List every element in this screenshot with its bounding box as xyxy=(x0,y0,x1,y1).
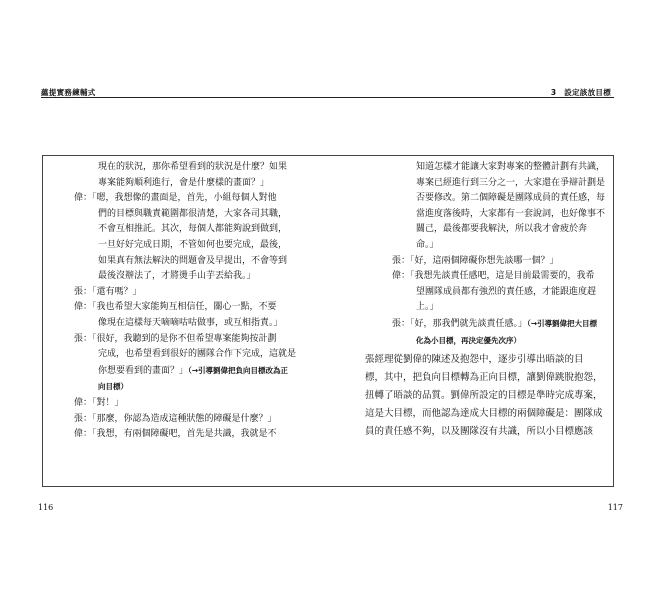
dialogue-line xyxy=(74,269,289,285)
dialogue-line xyxy=(74,285,289,301)
dialogue-text: 完成，也希望看到很好的團隊合作下完成，這就是 xyxy=(98,349,297,360)
dialogue-text: 偉：「我想，有兩個障礙吧，首先是共識，我就是不 xyxy=(74,429,277,440)
dialogue-line xyxy=(74,222,289,238)
dialogue-line xyxy=(74,254,289,270)
dialogue-line xyxy=(392,254,592,270)
dialogue-text: 像現在這樣每天嘀嘀咕咕做事，或互相指責。」 xyxy=(98,317,283,328)
dialogue-text: 偉：「嗯，我想像的畫面是，首先，小組每個人對他 xyxy=(74,193,277,204)
narrative-line: 員的責任感不夠，以及團隊沒有共識，所以小目標應該 xyxy=(365,426,594,437)
running-header-left: 蘊提實務練輔式 xyxy=(41,88,96,97)
dialogue-text: 偉：「對！」 xyxy=(74,397,124,408)
dialogue-text: 上。」 xyxy=(416,302,439,313)
dialogue-text: 命。」 xyxy=(416,239,439,250)
dialogue-text: 張：「好，這兩個障礙你想先談哪一個？」 xyxy=(392,255,559,266)
running-header-right: 3 設定該放目標 xyxy=(550,88,611,97)
dialogue-line xyxy=(74,316,289,332)
dialogue-text: 偉：「我想先談責任感吧，這是目前最需要的，我希 xyxy=(392,271,595,282)
dialogue-line xyxy=(74,332,289,348)
dialogue-line xyxy=(392,316,598,333)
coaching-annotation: （→引導劉偉把負向目標改為正 xyxy=(188,365,289,375)
dialogue-text: 否要修改。第二個障礙是團隊成員的責任感，每 xyxy=(416,193,606,204)
dialogue-line xyxy=(392,300,592,316)
narrative-line: 張經理從劉偉的陳述及抱怨中，逐步引導出晤談的目 xyxy=(365,354,584,365)
dialogue-text: 張：「那麼，你認為造成這種狀態的障礙是什麼？」 xyxy=(74,413,277,424)
coaching-annotation: 向目標） xyxy=(98,382,128,392)
dialogue-text: 如果真有無法解決的問題會及早提出，不會等到 xyxy=(98,255,288,266)
dialogue-text: 專案已經進行到三分之一，大家還在爭辯計劃是 xyxy=(416,177,606,188)
dialogue-line xyxy=(392,207,606,223)
dialogue-line xyxy=(392,333,592,350)
page-number-right: 117 xyxy=(607,503,623,512)
dialogue-line xyxy=(74,191,289,207)
page-number-left: 116 xyxy=(38,503,54,512)
dialogue-line xyxy=(74,238,289,254)
dialogue-text: 一旦好好完成日期，不管如何也要完成，最後， xyxy=(98,239,288,250)
dialogue-text: 望團隊成員都有強烈的責任感，才能跟進度趕 xyxy=(416,286,597,297)
coaching-annotation: （→引導劉偉把大目標 xyxy=(527,318,598,328)
dialogue-line xyxy=(74,379,289,396)
dialogue-text: 們的目標與職責範圍都很清楚，大家各司其職， xyxy=(98,208,288,219)
dialogue-text: 張：「很好，我聽到的是你不但希望專案能夠按計劃 xyxy=(74,333,277,344)
dialogue-line xyxy=(392,222,592,238)
dialogue-line xyxy=(74,412,289,428)
narrative-line: 扭轉了晤談的品質。劉偉所設定的目標是準時完成專案， xyxy=(365,390,603,401)
narrative-line: 標，其中，把負向目標轉為正向目標，讓劉偉跳脫抱怨， xyxy=(365,372,603,383)
dialogue-text: 你想要看到的畫面？」 xyxy=(98,365,189,376)
dialogue-text: 不會互相推託。其次，每個人都能夠說到做到， xyxy=(98,224,288,235)
dialogue-line xyxy=(74,396,289,412)
dialogue-line xyxy=(74,207,289,223)
dialogue-line xyxy=(74,347,297,363)
dialogue-line xyxy=(74,176,289,192)
coaching-annotation: 化為小目標，再決定優先次序） xyxy=(416,335,521,345)
dialogue-text: 最後沒辦法了，才將燙手山芋丟給我。」 xyxy=(98,271,256,282)
dialogue-line xyxy=(392,238,592,254)
dialogue-line xyxy=(74,300,289,316)
dialogue-line xyxy=(392,285,597,301)
dialogue-line xyxy=(74,363,289,380)
narrative-line: 這是大目標，而他認為達成大目標的兩個障礙是：團隊成 xyxy=(365,408,603,419)
dialogue-text: 關己，最後都要我解決，所以我才會疲於奔 xyxy=(416,224,588,235)
dialogue-text: 張：「好，那我們就先談責任感。」 xyxy=(392,318,528,329)
dialogue-text: 偉：「我也希望大家能夠互相信任，關心一點，不要 xyxy=(74,302,277,313)
dialogue-text: 張：「還有嗎？」 xyxy=(74,286,142,297)
right-dialogue-column xyxy=(392,160,606,349)
narrative-paragraph xyxy=(365,351,610,441)
dialogue-text: 現在的狀況，那你希望看到的狀況是什麼？如果 xyxy=(98,162,288,172)
dialogue-line xyxy=(392,176,606,192)
dialogue-text: 知道怎樣才能讓大家對專案的整體計劃有共識， xyxy=(416,162,606,172)
left-dialogue-column xyxy=(74,160,297,443)
dialogue-line xyxy=(74,160,289,176)
dialogue-line xyxy=(74,427,289,443)
dialogue-line xyxy=(392,269,595,285)
dialogue-line xyxy=(392,191,606,207)
dialogue-line xyxy=(392,160,606,176)
dialogue-text: 當進度落後時，大家都有一套說詞，也好像事不 xyxy=(416,208,606,219)
header-rule xyxy=(41,97,614,98)
dialogue-text: 專案能夠順利進行，會是什麼樣的畫面？」 xyxy=(98,177,270,188)
